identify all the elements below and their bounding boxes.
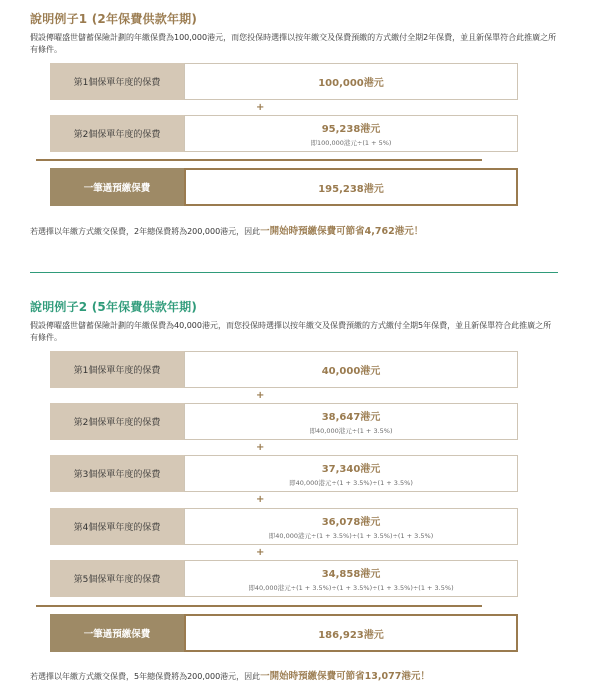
ex2-row-value-box bbox=[184, 560, 518, 597]
ex2-note bbox=[30, 668, 430, 682]
ex1-total-label: 一筆過預繳保費 bbox=[50, 168, 184, 206]
ex2-row-2 bbox=[50, 403, 518, 440]
ex1-total-value-box bbox=[184, 168, 518, 206]
ex1-total-amount: 195,238港元 bbox=[318, 183, 384, 195]
ex2-row-label: 第2個保單年度的保費 bbox=[50, 403, 184, 440]
ex2-row-formula: 即40,000港元÷(1 + 3.5%) bbox=[309, 427, 393, 435]
ex1-row-amount: 100,000港元 bbox=[318, 78, 384, 89]
ex2-row-label: 第5個保單年度的保費 bbox=[50, 560, 184, 597]
ex2-row-formula: 即40,000港元÷(1 + 3.5%)÷(1 + 3.5%)÷(1 + 3.5%) bbox=[268, 532, 434, 540]
section-divider bbox=[30, 272, 558, 273]
ex2-total-value-box bbox=[184, 614, 518, 652]
ex2-note-highlight: 一開始時預繳保費可節省13,077港元！ bbox=[260, 671, 430, 682]
plus-sign: + bbox=[256, 390, 265, 401]
ex2-row-label: 第3個保單年度的保費 bbox=[50, 455, 184, 492]
ex2-total-amount: 186,923港元 bbox=[318, 629, 384, 641]
example-2-intro: 假設傳曜盛世儲蓄保險計劃的年繳保費為40,000港元，而您投保時選擇以按年繳交及保費預繳的方式繳付全期5年保費，並且新保單符合此推廣之所有條件。 bbox=[30, 321, 552, 342]
ex2-note-text: 若選擇以年繳方式繳交保費，5年總保費將為200,000港元，因此 bbox=[30, 672, 261, 681]
ex2-total-row bbox=[50, 614, 518, 652]
ex2-row-value-box bbox=[184, 351, 518, 388]
ex2-total-label: 一筆過預繳保費 bbox=[50, 614, 184, 652]
ex1-row-label: 第1個保單年度的保費 bbox=[50, 63, 184, 100]
ex1-row-2 bbox=[50, 115, 518, 152]
ex2-row-amount: 34,858港元 bbox=[321, 569, 381, 580]
ex1-note-text: 若選擇以年繳方式繳交保費，2年總保費將為200,000港元，因此 bbox=[30, 227, 261, 236]
ex2-row-value-box bbox=[184, 455, 518, 492]
ex2-row-value-box bbox=[184, 508, 518, 545]
ex1-total-row bbox=[50, 168, 518, 206]
ex2-row-value-box bbox=[184, 403, 518, 440]
ex2-total-divider bbox=[36, 605, 482, 607]
ex2-row-label: 第4個保單年度的保費 bbox=[50, 508, 184, 545]
example-1-title: 說明例子1 (2年保費供款年期) bbox=[30, 12, 198, 26]
ex2-row-amount: 38,647港元 bbox=[321, 412, 381, 423]
plus-sign: + bbox=[256, 442, 265, 453]
plus-sign: + bbox=[256, 494, 265, 505]
example-2-title: 說明例子2 (5年保費供款年期) bbox=[30, 300, 198, 314]
ex1-note bbox=[30, 223, 423, 237]
plus-sign: + bbox=[256, 547, 265, 558]
ex2-row-3 bbox=[50, 455, 518, 492]
example-1-section bbox=[30, 10, 558, 250]
ex2-row-amount: 37,340港元 bbox=[321, 464, 381, 475]
ex1-total-divider bbox=[36, 159, 482, 161]
ex2-row-4 bbox=[50, 508, 518, 545]
ex1-note-highlight: 一開始時預繳保費可節省4,762港元！ bbox=[260, 226, 424, 237]
ex1-row-formula: 即100,000港元÷(1 + 5%) bbox=[310, 139, 392, 147]
ex2-row-amount: 40,000港元 bbox=[321, 366, 381, 377]
ex1-row-value-box bbox=[184, 63, 518, 100]
example-1-intro: 假設傳曜盛世儲蓄保險計劃的年繳保費為100,000港元，而您投保時選擇以按年繳交及保費預繳的方式繳付全期2年保費，並且新保單符合此推廣之所有條件。 bbox=[30, 33, 557, 54]
example-2-section bbox=[30, 298, 558, 693]
ex2-row-formula: 即40,000港元÷(1 + 3.5%)÷(1 + 3.5%)÷(1 + 3.5%)÷(1 + 3.5%) bbox=[248, 584, 454, 592]
ex2-row-label: 第1個保單年度的保費 bbox=[50, 351, 184, 388]
ex1-row-label: 第2個保單年度的保費 bbox=[50, 115, 184, 152]
ex2-row-1 bbox=[50, 351, 518, 388]
ex1-row-value-box bbox=[184, 115, 518, 152]
ex2-row-5 bbox=[50, 560, 518, 597]
ex1-row-amount: 95,238港元 bbox=[321, 124, 381, 135]
plus-sign: + bbox=[256, 102, 265, 113]
ex2-row-amount: 36,078港元 bbox=[321, 517, 381, 528]
ex2-row-formula: 即40,000港元÷(1 + 3.5%)÷(1 + 3.5%) bbox=[289, 479, 413, 487]
ex1-row-1 bbox=[50, 63, 518, 100]
